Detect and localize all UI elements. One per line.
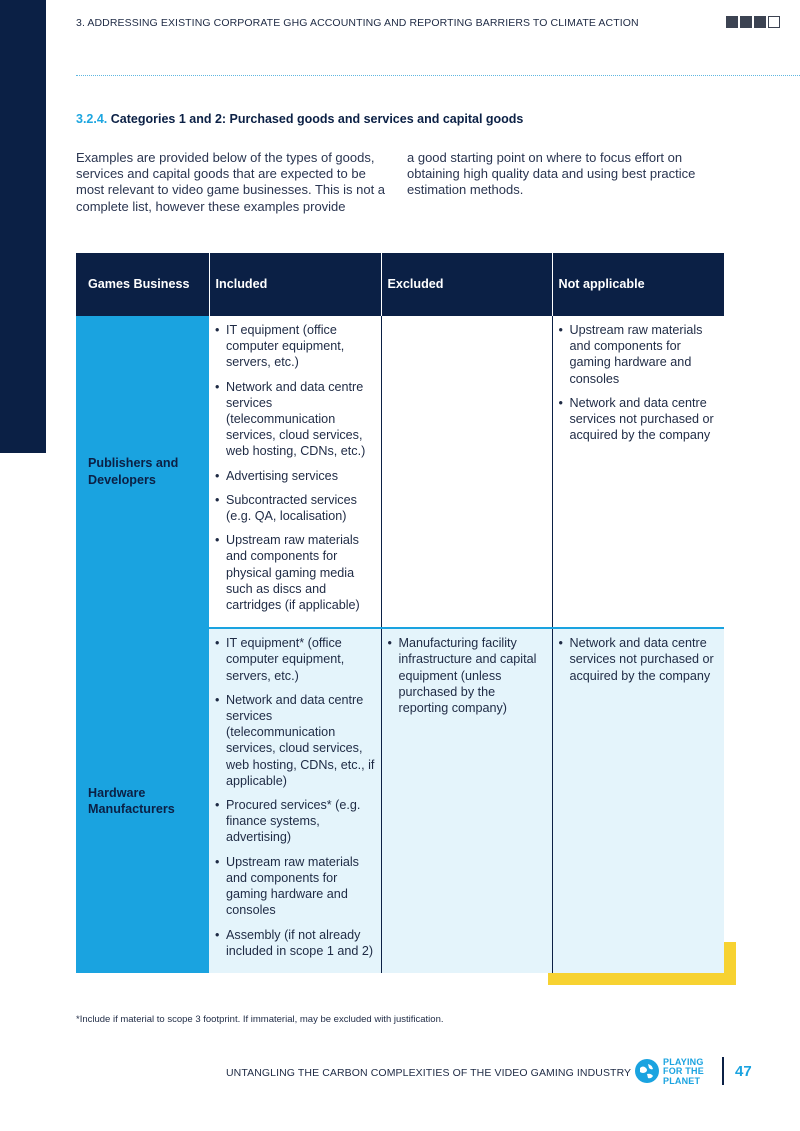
- dotted-divider: [76, 75, 800, 76]
- table-header-row: [76, 253, 724, 316]
- list-item: • Assembly (if not already included in scope 1 and 2): [213, 927, 375, 959]
- column-header-included: Included: [209, 253, 381, 316]
- progress-square-empty: [768, 16, 780, 28]
- intro-paragraph-right: a good starting point on where to focus effort on obtaining high quality data and using best practice estimation methods.: [407, 150, 696, 198]
- list-item: • Upstream raw materials and components for gaming hardware and consoles: [213, 854, 375, 919]
- included-cell: [209, 628, 381, 973]
- playing-for-the-planet-logo: [663, 1058, 704, 1086]
- footnote: *Include if material to scope 3 footprint. If immaterial, may be excluded with justification.: [76, 1014, 444, 1025]
- logo-line: PLAYING: [663, 1057, 704, 1067]
- logo-line: PLANET: [663, 1075, 701, 1086]
- not-applicable-cell: [552, 628, 724, 973]
- table-row: [76, 628, 724, 973]
- progress-square-filled: [726, 16, 738, 28]
- column-header-games-business: Games Business: [76, 253, 209, 316]
- list-item: • Network and data centre services (telecommunication services, cloud services, web hosting, CDNs, etc., if applicable): [213, 692, 375, 789]
- footer-publication-title: UNTANGLING THE CARBON COMPLEXITIES OF THE VIDEO GAMING INDUSTRY: [226, 1067, 632, 1079]
- business-cell: Hardware Manufacturers: [76, 628, 209, 973]
- list-item: • Network and data centre services not purchased or acquired by the company: [557, 635, 719, 684]
- logo-line: FOR THE: [663, 1066, 704, 1077]
- list-item: • IT equipment* (office computer equipment, servers, etc.): [213, 635, 375, 684]
- planet-logo-icon: [634, 1058, 660, 1084]
- list-item: • Network and data centre services not purchased or acquired by the company: [557, 395, 719, 444]
- excluded-cell: [381, 628, 552, 973]
- list-item: • Network and data centre services (telecommunication services, cloud services, web hosting, CDNs, etc.): [213, 379, 375, 460]
- section-progress-indicator: [726, 16, 780, 28]
- side-accent-bar: [0, 0, 46, 453]
- list-item: • Upstream raw materials and components for physical gaming media such as discs and cartridges (if applicable): [213, 532, 375, 613]
- excluded-cell: [381, 316, 552, 628]
- footer-divider: [722, 1057, 724, 1085]
- list-item: • Advertising services: [213, 468, 375, 484]
- list-item: • Manufacturing facility infrastructure and capital equipment (unless purchased by the reporting company): [386, 635, 546, 716]
- column-header-excluded: Excluded: [381, 253, 552, 316]
- section-heading: [76, 112, 523, 126]
- categories-table: [76, 253, 724, 973]
- intro-paragraph-left: Examples are provided below of the types of goods, services and capital goods that are expected to be most relevant to video game businesses. This is not a complete list, however these examples provide: [76, 150, 386, 214]
- column-header-not-applicable: Not applicable: [552, 253, 724, 316]
- not-applicable-cell: [552, 316, 724, 628]
- list-item: • Upstream raw materials and components for gaming hardware and consoles: [557, 322, 719, 387]
- list-item: • Procured services* (e.g. finance systems, advertising): [213, 797, 375, 846]
- section-number: 3.2.4.: [76, 112, 108, 126]
- progress-square-filled: [740, 16, 752, 28]
- list-item: • Subcontracted services (e.g. QA, localisation): [213, 492, 375, 524]
- table-row: [76, 316, 724, 628]
- section-title: Categories 1 and 2: Purchased goods and services and capital goods: [110, 112, 524, 126]
- running-header: 3. ADDRESSING EXISTING CORPORATE GHG ACCOUNTING AND REPORTING BARRIERS TO CLIMATE ACTION: [76, 17, 639, 29]
- business-cell: Publishers and Developers: [76, 316, 209, 628]
- page-number: 47: [735, 1063, 752, 1080]
- progress-square-filled: [754, 16, 766, 28]
- included-cell: [209, 316, 381, 628]
- list-item: • IT equipment (office computer equipment, servers, etc.): [213, 322, 375, 371]
